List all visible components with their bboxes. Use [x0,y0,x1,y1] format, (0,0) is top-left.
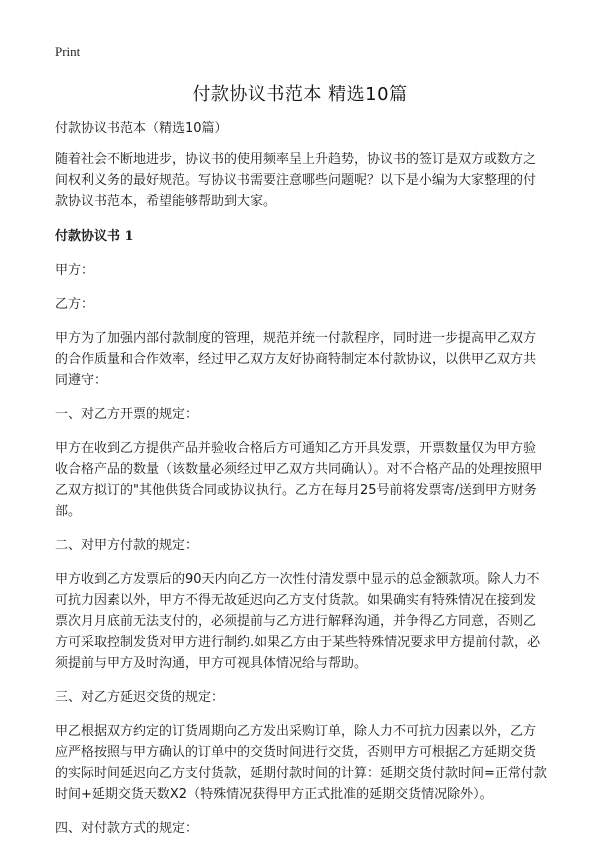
print-link[interactable]: Print [55,44,81,59]
document-body [55,118,547,852]
party-a-label: 甲方： [55,263,95,278]
clause-body-1: 甲方在收到乙方提供产品并验收合格后方可通知乙方开具发票，开票数量仅为甲方验收合格产品的数量（该数量必须经过甲乙双方共同确认）。对不合格产品的处理按照甲乙双方拟订的"其他供货合同或协议执行。乙方在每月25号前将发票寄/送到甲方财务部。 [55,441,543,519]
clause-body-3: 甲乙根据双方约定的订货周期向乙方发出采购订单，除人力不可抗力因素以外，乙方应严格按照与甲方确认的订单中的交货时间进行交货，否则甲方可根据乙方延期交货的实际时间延迟向乙方支付货款，延期付款时间的计算：延期交货付款时间=正常付款时间+延期交货天数X2（特殊情况获得甲方正式批准的延期交货情况除外）。 [55,724,547,802]
clause-title-2: 二、对甲方付款的规定： [55,538,199,553]
intro-paragraph: 随着社会不断地进步，协议书的使用频率呈上升趋势，协议书的签订是双方或数方之间权利义务的最好规范。写协议书需要注意哪些问题呢？以下是小编为大家整理的付款协议书范本，希望能够帮助到大家。 [55,152,537,209]
section-heading: 付款协议书 1 [55,229,134,244]
clause-body-2: 甲方收到乙方发票后的90天内向乙方一次性付清发票中显示的总金额款项。除人力不可抗力因素以外，甲方不得无故延迟向乙方支付货款。如果确实有特殊情况在接到发票次月月底前无法支付的，必须提前与乙方进行解释沟通，并争得乙方同意，否则乙方可采取控制发货对甲方进行制约.如果乙方由于某些特殊情况要求甲方提前付款，必须提前与甲方及时沟通，甲方可视具体情况给与帮助。 [55,572,541,671]
preamble-paragraph: 甲方为了加强内部付款制度的管理，规范并统一付款程序，同时进一步提高甲乙双方的合作质量和合作效率，经过甲乙双方友好协商特制定本付款协议，以供甲乙双方共同遵守： [55,331,537,388]
clause-title-4: 四、对付款方式的规定： [55,821,199,836]
clause-title-1: 一、对乙方开票的规定： [55,407,199,422]
party-b-label: 乙方： [55,297,95,312]
page-title: 付款协议书范本 精选10篇 [192,84,408,105]
document-subtitle: 付款协议书范本（精选10篇） [55,121,228,136]
clause-title-3: 三、对乙方延迟交货的规定： [55,690,225,705]
